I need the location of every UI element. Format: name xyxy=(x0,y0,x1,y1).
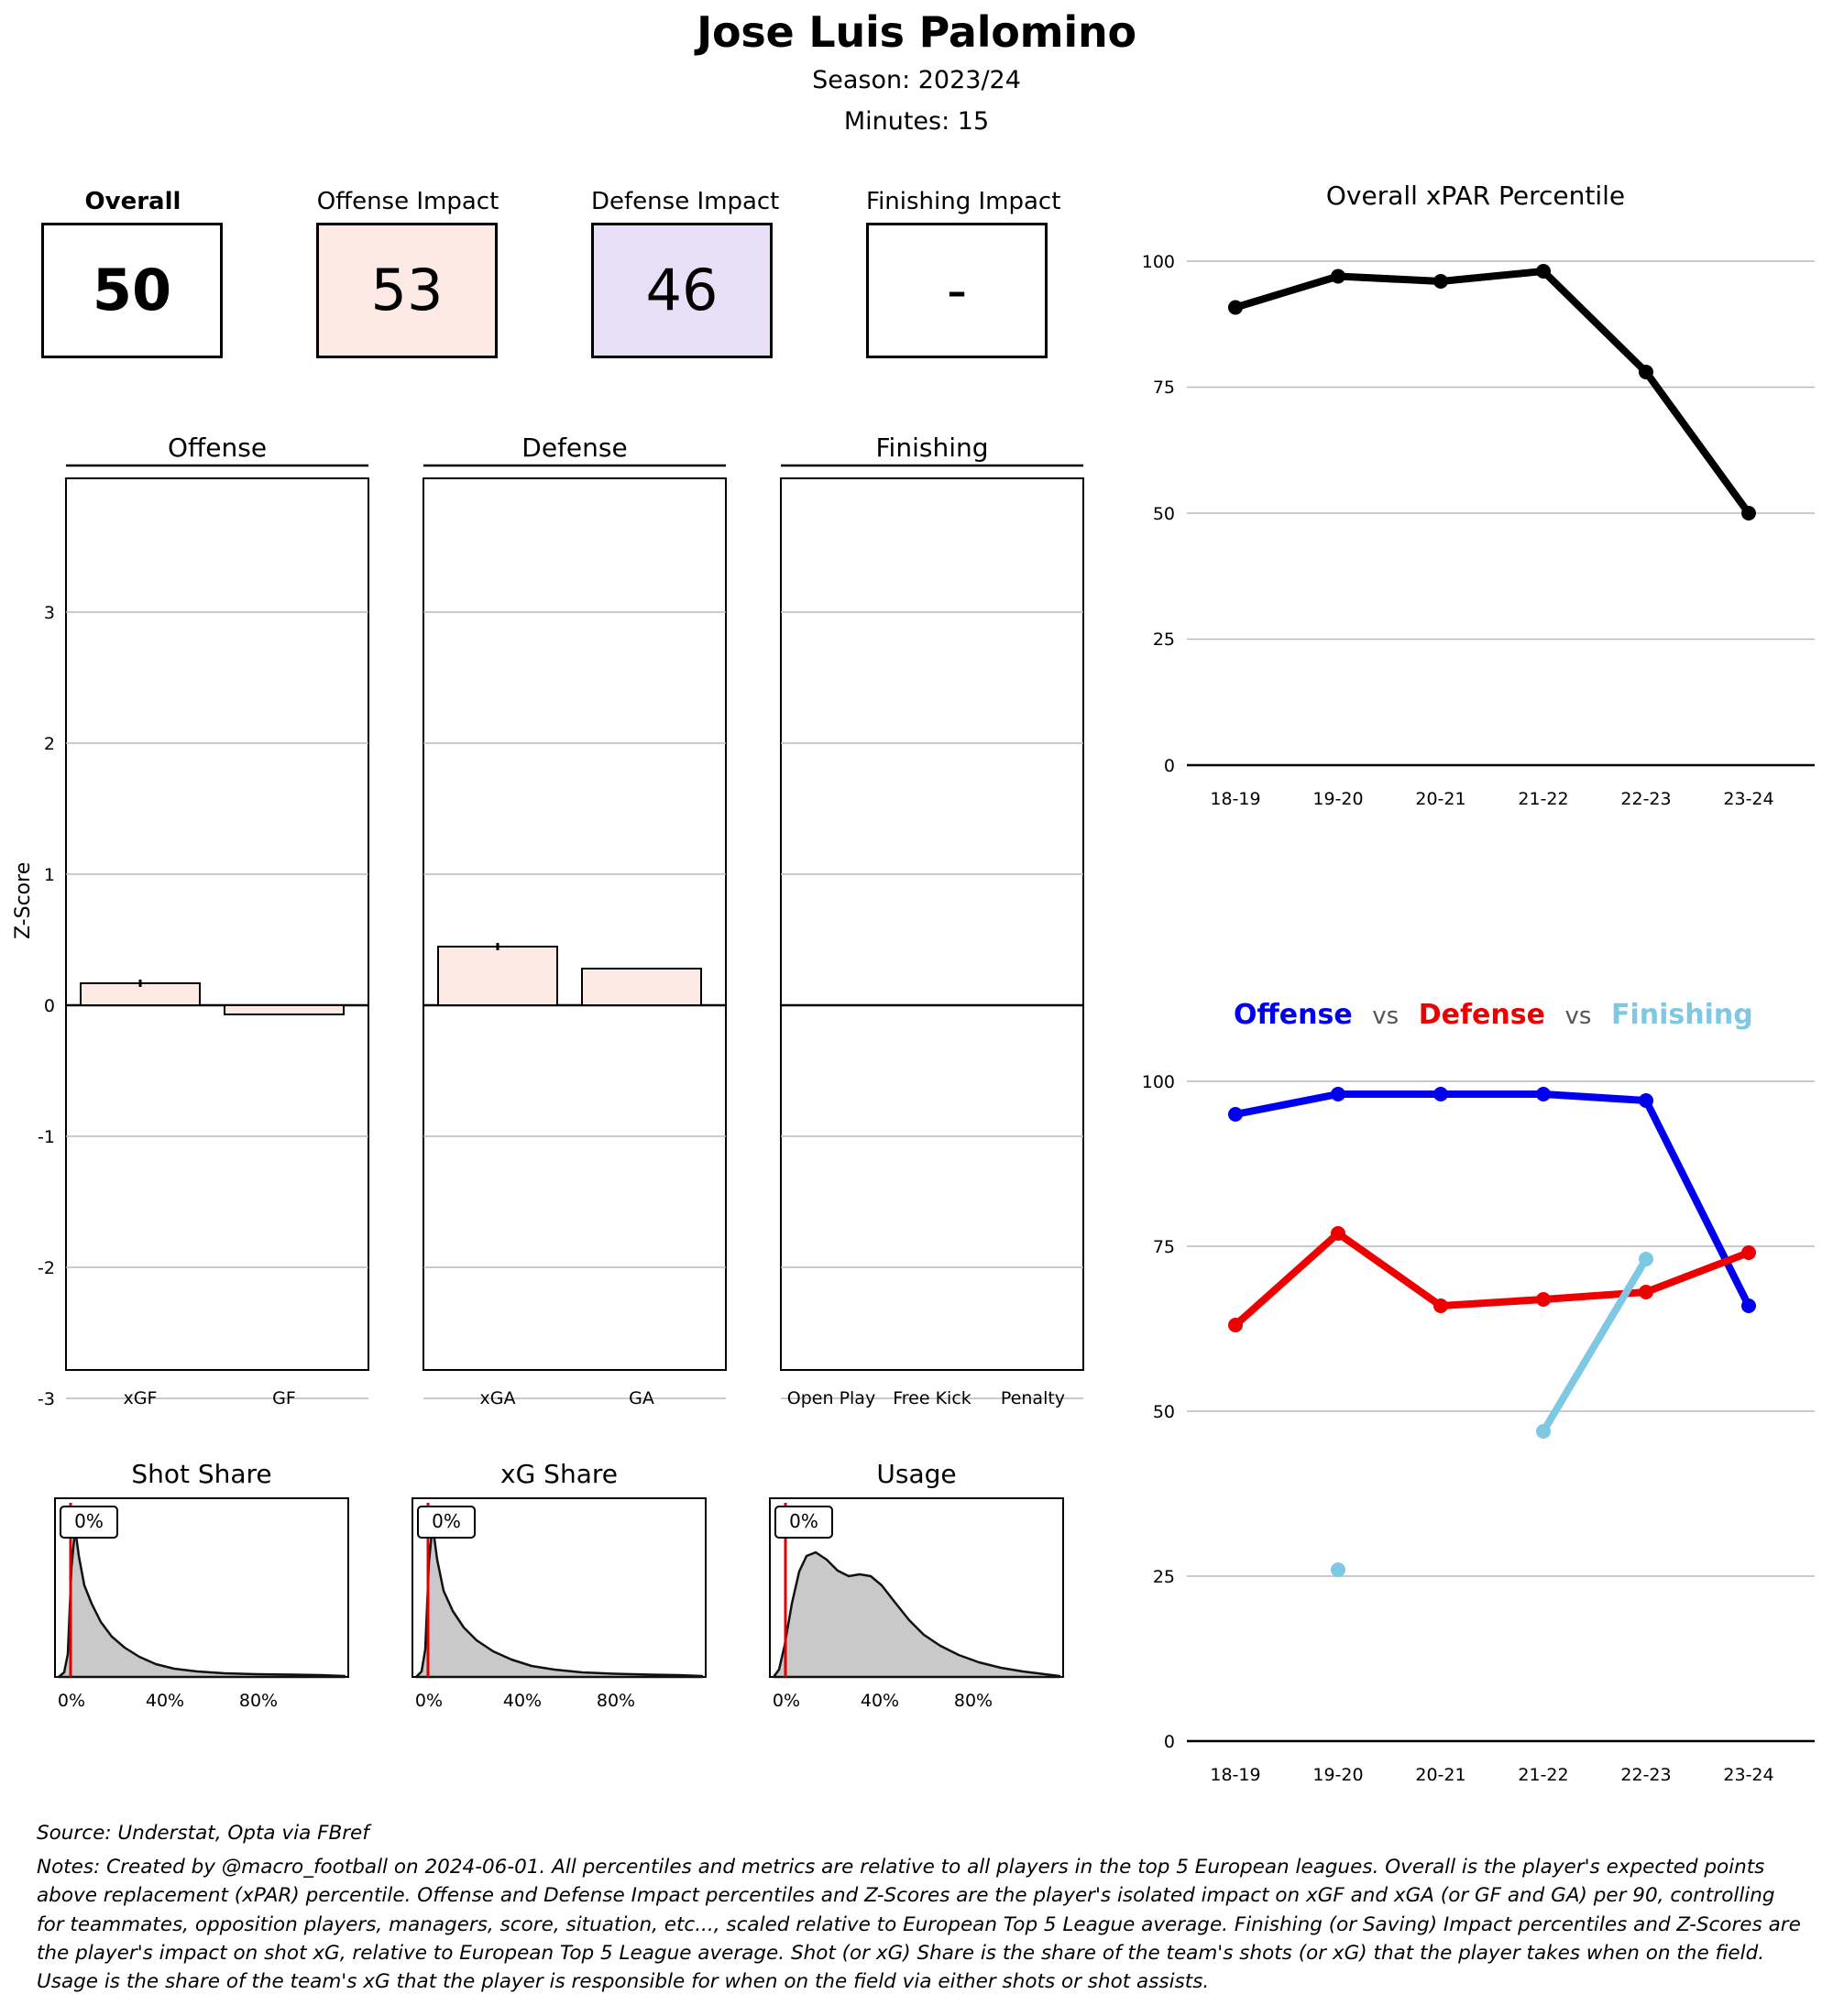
bar-xga xyxy=(438,947,557,1005)
xpar-ytick-0: 0 xyxy=(1163,756,1175,776)
xg-share-chart xyxy=(385,1457,733,1723)
cmp-ytick-50: 50 xyxy=(1152,1402,1175,1422)
zscore-defense-title: Defense xyxy=(521,433,628,463)
xpar-line-overall xyxy=(1235,271,1749,513)
zscore-defense-cat-1: GA xyxy=(629,1388,654,1408)
zscore-finishing-cat-2: Penalty xyxy=(1000,1388,1066,1408)
zscore-finishing-title: Finishing xyxy=(875,433,989,463)
zscore-finishing-cat-1: Free Kick xyxy=(893,1388,971,1408)
zscore-defense-cat-0: xGA xyxy=(479,1388,516,1408)
legend-vs-1: vs xyxy=(1372,1003,1399,1030)
usage-annotation: 0% xyxy=(789,1510,818,1532)
score-card-defense-impact-label: Defense Impact xyxy=(591,188,780,215)
cmp-line-defense xyxy=(1235,1233,1749,1325)
score-card-defense-impact xyxy=(591,188,780,358)
xpar-xtick-0: 18-19 xyxy=(1210,789,1261,809)
zscore-offense-cat-0: xGF xyxy=(123,1388,158,1408)
shot-share-density xyxy=(59,1528,345,1677)
zscore-ytick-0: 0 xyxy=(43,996,55,1016)
shot-share-xtick-1: 40% xyxy=(145,1691,185,1711)
overall-xpar-chart xyxy=(1118,179,1833,930)
score-card-finishing-impact-value: - xyxy=(866,223,1048,358)
bar-ga xyxy=(582,969,701,1005)
score-card-offense-impact-value: 53 xyxy=(316,223,498,358)
cmp-ytick-100: 100 xyxy=(1141,1072,1175,1092)
page-title: Jose Luis Palomino xyxy=(697,7,1136,57)
zscore-defense-panel xyxy=(423,433,726,1408)
score-card-offense-impact-label: Offense Impact xyxy=(316,188,499,215)
zscore-ytick-3: 3 xyxy=(43,603,55,623)
zscore-ytick-m1: -1 xyxy=(38,1127,55,1147)
cmp-xtick-1: 19-20 xyxy=(1312,1765,1364,1785)
score-card-finishing-impact xyxy=(866,188,1061,358)
cmp-ytick-0: 0 xyxy=(1163,1732,1175,1752)
xg-share-xtick-0: 0% xyxy=(414,1691,444,1711)
xg-share-annotation: 0% xyxy=(432,1510,461,1532)
score-card-overall-label: Overall xyxy=(84,188,181,215)
minutes-subtitle: Minutes: 15 xyxy=(843,107,990,136)
shot-share-xtick-0: 0% xyxy=(57,1691,86,1711)
cmp-line-offense xyxy=(1235,1094,1749,1306)
xpar-ytick-100: 100 xyxy=(1141,252,1175,272)
season-subtitle: Season: 2023/24 xyxy=(812,66,1021,94)
xg-share-density xyxy=(416,1525,702,1677)
overall-xpar-title: Overall xPAR Percentile xyxy=(1325,181,1626,211)
shot-share-xtick-2: 80% xyxy=(238,1691,279,1711)
zscore-panels xyxy=(9,433,1118,1439)
zscore-ytick-m3: -3 xyxy=(38,1389,55,1409)
usage-density xyxy=(774,1552,1059,1677)
zscore-offense-panel xyxy=(38,433,368,1409)
usage-title: Usage xyxy=(876,1459,957,1489)
footer-notes: Notes: Created by @macro_football on 2024-06-01. All percentiles and metrics are relative to all players in the top 5 European leagues. Overall is the player's expected points above replacement (xPAR) percentile. Offense and Defense Impact percentiles and Z-Scores are the player's isolated impact on xGF and xGA (or GF and GA) per 90, controlling for teammates, opposition players, managers, score, situation, etc..., scaled relative to European Top 5 League average. Finishing (or Saving) Impact percentiles and Z-Scores are the player's impact on shot xG, relative to European Top 5 League average. Shot (or xG) Share is the share of the team's shots (or xG) that the player takes when on the field. Usage is the share of the team's xG that the player is responsible for when on the field via either shots or shot assists. xyxy=(37,1856,1801,1993)
offense-defense-finishing-chart xyxy=(1118,1045,1833,1785)
usage-xtick-2: 80% xyxy=(953,1691,993,1711)
cmp-xtick-3: 21-22 xyxy=(1518,1765,1569,1785)
usage-chart xyxy=(742,1457,1091,1723)
xpar-xtick-2: 20-21 xyxy=(1415,789,1466,809)
usage-xtick-0: 0% xyxy=(772,1691,801,1711)
footer-source: Source: Understat, Opta via FBref xyxy=(37,1822,369,1845)
cmp-ytick-25: 25 xyxy=(1152,1567,1175,1587)
legend-vs-2: vs xyxy=(1564,1003,1592,1030)
xpar-xtick-4: 22-23 xyxy=(1620,789,1672,809)
zscore-y-axis-label: Z-Score xyxy=(12,861,35,939)
comparison-legend xyxy=(1228,999,1759,1031)
legend-offense: Offense xyxy=(1234,999,1353,1031)
footer xyxy=(37,1819,1806,1996)
zscore-ytick-1: 1 xyxy=(43,865,55,885)
cmp-xtick-2: 20-21 xyxy=(1415,1765,1466,1785)
xpar-ytick-75: 75 xyxy=(1152,378,1175,398)
bar-gf xyxy=(225,1005,344,1014)
zscore-offense-cat-1: GF xyxy=(272,1388,296,1408)
legend-finishing: Finishing xyxy=(1611,999,1753,1031)
xg-share-title: xG Share xyxy=(500,1459,618,1489)
cmp-xtick-5: 23-24 xyxy=(1723,1765,1774,1785)
score-card-finishing-impact-label: Finishing Impact xyxy=(866,188,1061,215)
score-card-overall-value: 50 xyxy=(41,223,223,358)
shot-share-annotation: 0% xyxy=(74,1510,104,1532)
score-card-overall xyxy=(41,188,225,358)
score-card-offense-impact xyxy=(316,188,499,358)
zscore-finishing-cat-0: Open Play xyxy=(786,1388,876,1408)
xpar-xtick-5: 23-24 xyxy=(1723,789,1774,809)
zscore-finishing-panel xyxy=(781,433,1083,1408)
xpar-ytick-50: 50 xyxy=(1152,504,1175,524)
cmp-xtick-0: 18-19 xyxy=(1210,1765,1261,1785)
shot-share-title: Shot Share xyxy=(131,1459,272,1489)
cmp-ytick-75: 75 xyxy=(1152,1237,1175,1257)
zscore-ytick-2: 2 xyxy=(43,734,55,754)
zscore-offense-title: Offense xyxy=(167,433,268,463)
cmp-xtick-4: 22-23 xyxy=(1620,1765,1672,1785)
xpar-xtick-3: 21-22 xyxy=(1518,789,1569,809)
zscore-ytick-m2: -2 xyxy=(38,1258,55,1278)
usage-xtick-1: 40% xyxy=(860,1691,900,1711)
xpar-ytick-25: 25 xyxy=(1152,630,1175,650)
score-card-defense-impact-value: 46 xyxy=(591,223,773,358)
xpar-points xyxy=(1228,264,1756,520)
cmp-line-finishing xyxy=(1543,1259,1646,1431)
xpar-xtick-1: 19-20 xyxy=(1312,789,1364,809)
shot-share-chart xyxy=(27,1457,376,1723)
legend-defense: Defense xyxy=(1418,999,1545,1031)
xg-share-xtick-2: 80% xyxy=(596,1691,636,1711)
xg-share-xtick-1: 40% xyxy=(502,1691,543,1711)
